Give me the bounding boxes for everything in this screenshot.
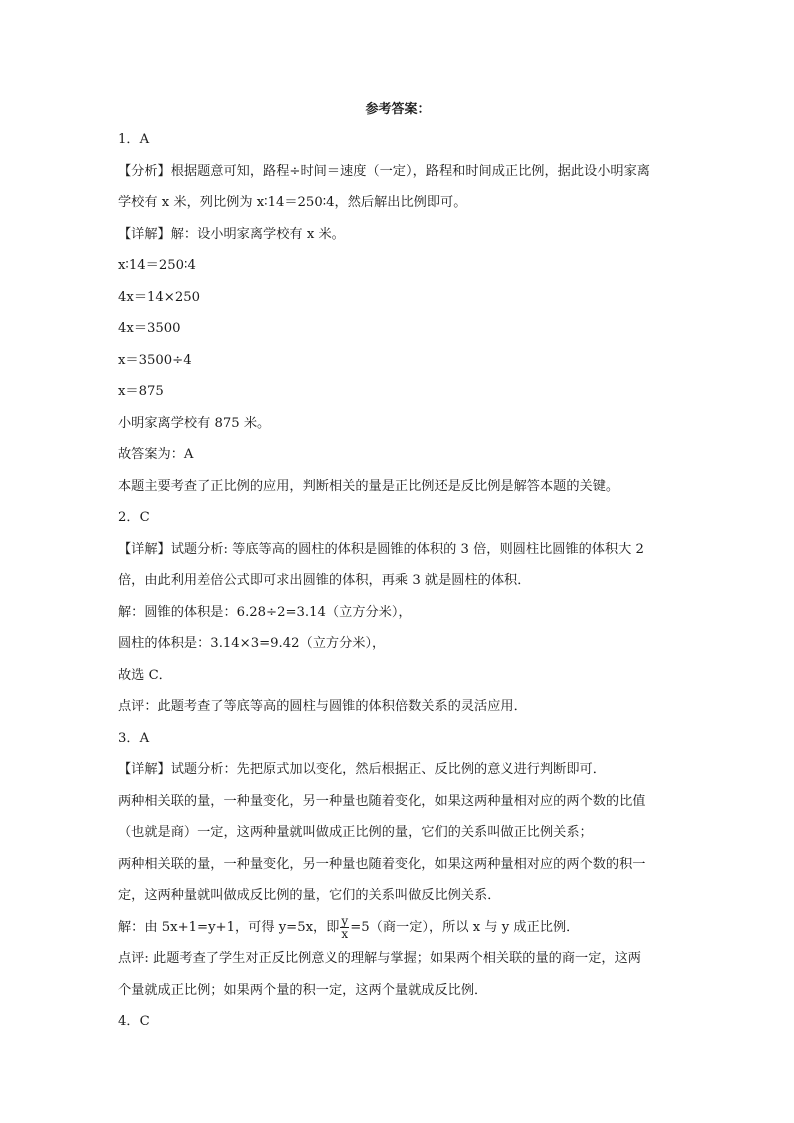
text-line: 【详解】解：设小明家离学校有 x 米。 — [118, 226, 345, 242]
text-line: 4x＝3500 — [118, 321, 181, 336]
text-line: 两种相关联的量，一种量变化，另一种量也随着变化，如果这两种量相对应的两个数的比值 — [118, 793, 646, 809]
solve-after: =5（商一定），所以 x 与 y 成正比例． — [350, 919, 580, 935]
text-line: （也就是商）一定，这两种量就叫做成正比例的量，它们的关系叫做正比例关系； — [118, 825, 593, 840]
fraction-numerator: y — [341, 913, 349, 928]
text-line: 圆柱的体积是：3.14×3=9.42（立方分米）， — [118, 636, 386, 651]
text-line: 4．C — [118, 1014, 150, 1029]
text-line: 小明家离学校有 875 米。 — [118, 415, 271, 431]
text-line: 故选 C． — [118, 667, 172, 683]
text-line: x＝875 — [118, 384, 164, 399]
solve-line — [118, 912, 678, 944]
text-line: 本题主要考查了正比例的应用，判断相关的量是正比例还是反比例是解答本题的关键。 — [118, 478, 620, 494]
text-line: 【详解】试题分析：先把原式加以变化，然后根据正、反比例的意义进行判断即可． — [118, 762, 606, 777]
text-line: 两种相关联的量，一种量变化，另一种量也随着变化，如果这两种量相对应的两个数的积一 — [118, 856, 646, 872]
text-line: 学校有 x 米，列比例为 x∶14＝250∶4，然后解出比例即可。 — [118, 195, 467, 210]
text-line: 【分析】根据题意可知，路程÷时间＝速度（一定），路程和时间成正比例，据此设小明家离 — [118, 163, 650, 179]
text-line: 1．A — [118, 132, 150, 147]
text-line: 4x＝14×250 — [118, 289, 201, 305]
text-line: 故答案为：A — [118, 447, 194, 462]
text-line: 点评：此题考查了等底等高的圆柱与圆锥的体积倍数关系的灵活应用． — [118, 699, 527, 714]
text-line: x∶14＝250∶4 — [118, 258, 196, 273]
fraction-denominator: x — [341, 926, 349, 941]
text-line: 【详解】试题分析: 等底等高的圆柱的体积是圆锥的体积的 3 倍，则圆柱比圆锥的体积大 2 — [118, 541, 644, 557]
text-line: 倍，由此利用差倍公式即可求出圆锥的体积，再乘 3 就是圆柱的体积． — [118, 573, 531, 588]
text-line: 2．C — [118, 510, 150, 525]
text-line: 定，这两种量就叫做成反比例的量，它们的关系叫做反比例关系． — [118, 888, 501, 903]
fraction — [340, 915, 349, 940]
text-line: x＝3500÷4 — [118, 352, 192, 368]
text-line: 点评: 此题考查了学生对正反比例意义的理解与掌握；如果两个相关联的量的商一定，这两 — [118, 951, 641, 966]
text-line: 个量就成正比例；如果两个量的积一定，这两个量就成反比例． — [118, 982, 488, 998]
page-title: 参考答案： — [365, 102, 431, 117]
solve-before: 解：由 5x+1=y+1，可得 y=5x，即 — [118, 919, 340, 935]
text-line: 3．A — [118, 730, 150, 746]
answer-page — [118, 96, 678, 1038]
text-line: 解：圆锥的体积是：6.28÷2=3.14（立方分米）， — [118, 604, 412, 620]
